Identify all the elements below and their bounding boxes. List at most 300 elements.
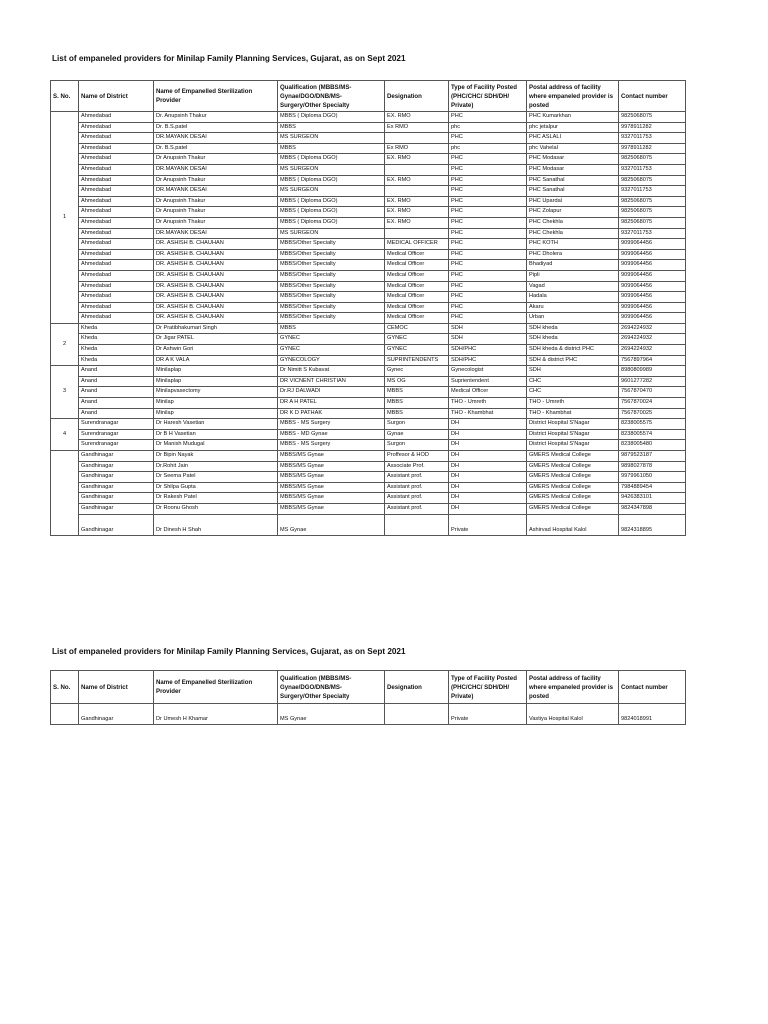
table-cell: PHC	[449, 270, 527, 281]
table-cell: 9099064456	[619, 292, 686, 303]
table-cell: MBBS ( Diploma DGO)	[278, 207, 385, 218]
table-cell: MBBS/MS Gynae	[278, 461, 385, 472]
table-row	[51, 292, 686, 303]
table-cell: Ashirvad Hospital Kalol	[527, 514, 619, 535]
table-cell: Ahmedabad	[79, 260, 154, 271]
table-cell: SUPRINTENDENTS	[385, 355, 449, 366]
table-row	[51, 440, 686, 451]
table-cell: MBBS/Other Specialty	[278, 302, 385, 313]
table-cell: Ahmedabad	[79, 313, 154, 324]
table-cell: PHC KOTH	[527, 239, 619, 250]
table-cell: Assistant prof.	[385, 503, 449, 514]
table-cell: DR A H PATEL	[278, 398, 385, 409]
table-cell: Pipli	[527, 270, 619, 281]
table-row	[51, 408, 686, 419]
table-row	[51, 175, 686, 186]
table-row	[51, 345, 686, 356]
table-cell: Dr Nimitt S Kubavat	[278, 366, 385, 377]
table-cell: 9327011753	[619, 164, 686, 175]
table-cell	[385, 133, 449, 144]
header-row	[51, 81, 686, 112]
table-cell: DH	[449, 440, 527, 451]
table-row	[51, 419, 686, 430]
table-cell: EX. RMO	[385, 154, 449, 165]
table-row	[51, 429, 686, 440]
table-cell: GMERS Medical College	[527, 472, 619, 483]
column-header: S. No.	[51, 671, 79, 704]
table-cell: Gandhinagar	[79, 451, 154, 462]
table-cell: Kheda	[79, 334, 154, 345]
table-cell: DR.MAYANK DESAI	[154, 228, 278, 239]
table-cell: PHC	[449, 196, 527, 207]
table-cell: Private	[449, 514, 527, 535]
table-cell: Anand	[79, 387, 154, 398]
table-cell: 2694224932	[619, 345, 686, 356]
table-cell: Dr Pratibhakumari Singh	[154, 323, 278, 334]
table-cell: Medical Officer	[385, 313, 449, 324]
table-cell: 9825068075	[619, 217, 686, 228]
table-row	[51, 472, 686, 483]
table-cell: MBBS/MS Gynae	[278, 503, 385, 514]
table-cell: Ahmedabad	[79, 133, 154, 144]
table-cell: Dr Seema Patel	[154, 472, 278, 483]
table-cell: 8238005574	[619, 429, 686, 440]
table-cell: EX. RMO	[385, 112, 449, 123]
table-cell: SDH kheda	[527, 323, 619, 334]
table-cell: MS SURGEON	[278, 186, 385, 197]
table-cell: Dr Anupsinh Thakur	[154, 175, 278, 186]
table-cell: Dr Shilpa Gupta	[154, 482, 278, 493]
table-row	[51, 334, 686, 345]
column-header: Qualification (MBBS/MS-Gynae/DGO/DNB/MS-Surgery/Other Specialty	[278, 671, 385, 704]
table-cell: phc Vahelal	[527, 143, 619, 154]
table-cell: Dr.RJ DALWADI	[278, 387, 385, 398]
table-cell: Gandhinagar	[79, 461, 154, 472]
table-cell: DH	[449, 472, 527, 483]
table-cell: 9825068075	[619, 154, 686, 165]
table-cell: 9099064456	[619, 270, 686, 281]
table-cell: Surgon	[385, 440, 449, 451]
table-cell: MBBS	[385, 398, 449, 409]
table-cell: 9099064456	[619, 281, 686, 292]
table-cell: PHC Upardal	[527, 196, 619, 207]
table-cell: PHC Zolapur	[527, 207, 619, 218]
table-row	[51, 122, 686, 133]
table-cell: phc jetalpur	[527, 122, 619, 133]
table-cell: Vastiya Hospital Kalol	[527, 704, 619, 725]
table-cell: DH	[449, 503, 527, 514]
table-cell: SDH/PHC	[449, 345, 527, 356]
table-cell: DR. ASHISH B. CHAUHAN	[154, 239, 278, 250]
table-cell: SDH & district PHC	[527, 355, 619, 366]
table-cell: Ahmedabad	[79, 143, 154, 154]
table-cell: 9327011753	[619, 228, 686, 239]
table-cell: 7567870025	[619, 408, 686, 419]
serial-number-cell: 1	[51, 112, 79, 324]
table-row	[51, 217, 686, 228]
table-cell: Medical Officer	[385, 260, 449, 271]
table-cell: Ahmedabad	[79, 292, 154, 303]
table-cell: DR. ASHISH B. CHAUHAN	[154, 249, 278, 260]
table-cell: THO - Umreth	[527, 398, 619, 409]
table-cell: MBBS	[385, 408, 449, 419]
table-cell: Suprientendent	[449, 376, 527, 387]
table-cell: MBBS	[278, 143, 385, 154]
table-cell: THO - Umreth	[449, 398, 527, 409]
table-cell: PHC	[449, 133, 527, 144]
table-cell: MBBS/Other Specialty	[278, 292, 385, 303]
table-cell: Minilap	[154, 398, 278, 409]
table-cell: 2694224932	[619, 334, 686, 345]
table-cell: 9327011753	[619, 133, 686, 144]
column-header: Name of Empanelled Sterilization Provider	[154, 671, 278, 704]
table-row	[51, 112, 686, 123]
table-cell: Ahmedabad	[79, 164, 154, 175]
table-cell: SDH	[449, 334, 527, 345]
table-row	[51, 493, 686, 504]
table-cell: MS SURGEON	[278, 164, 385, 175]
table-cell: 9099064456	[619, 239, 686, 250]
table-cell: MBBS ( Diploma DGO)	[278, 217, 385, 228]
table-cell: Gynae	[385, 429, 449, 440]
column-header: Name of District	[79, 81, 154, 112]
table-cell: MBBS/Other Specialty	[278, 270, 385, 281]
table-cell: GMERS Medical College	[527, 461, 619, 472]
providers-table-page2	[50, 670, 686, 725]
table-cell: Dr. Anupsinh Thakur	[154, 112, 278, 123]
table-cell: DR. ASHISH B. CHAUHAN	[154, 292, 278, 303]
table-cell: Dr. B.S.patel	[154, 122, 278, 133]
table-cell: Vagad	[527, 281, 619, 292]
table-cell: Kheda	[79, 345, 154, 356]
table-cell: Gynecologist	[449, 366, 527, 377]
table-cell: Dr Rakesh Patel	[154, 493, 278, 504]
table-cell: 9978911282	[619, 122, 686, 133]
table-cell: DR A K VALA	[154, 355, 278, 366]
table-row	[51, 302, 686, 313]
table-cell: Hadala	[527, 292, 619, 303]
table-cell: MBBS/Other Specialty	[278, 249, 385, 260]
table-cell: 7567897964	[619, 355, 686, 366]
table-cell: PHC	[449, 239, 527, 250]
table-row	[51, 355, 686, 366]
table-cell: Surendranagar	[79, 419, 154, 430]
table-cell: Private	[449, 704, 527, 725]
providers-table	[50, 80, 686, 536]
column-header: Type of Facility Posted (PHC/CHC/ SDH/DH/ Private)	[449, 81, 527, 112]
table-cell: 9099064456	[619, 249, 686, 260]
table-row	[51, 186, 686, 197]
table-cell: MBBS	[385, 387, 449, 398]
table-cell: Ahmedabad	[79, 175, 154, 186]
table-cell: PHC	[449, 207, 527, 218]
table-cell: Dr. B.S.patel	[154, 143, 278, 154]
table-cell: Ahmedabad	[79, 249, 154, 260]
column-header: Designation	[385, 81, 449, 112]
table-cell: GYNEC	[385, 345, 449, 356]
table-cell: 8238005480	[619, 440, 686, 451]
table-row	[51, 281, 686, 292]
table-cell: Ahmedabad	[79, 207, 154, 218]
table-cell: EX. RMO	[385, 196, 449, 207]
table-row	[51, 451, 686, 462]
table-cell: THO - Khambhat	[527, 408, 619, 419]
table-row	[51, 270, 686, 281]
table-row	[51, 164, 686, 175]
table-cell: Gandhinagar	[79, 503, 154, 514]
table-row	[51, 143, 686, 154]
table-row	[51, 207, 686, 218]
table-cell: GMERS Medical College	[527, 493, 619, 504]
column-header: S. No.	[51, 81, 79, 112]
table-cell: MBBS	[278, 122, 385, 133]
table-cell: PHC Chekhla	[527, 217, 619, 228]
table-cell: DH	[449, 419, 527, 430]
table-cell: MS OG	[385, 376, 449, 387]
table-row	[51, 514, 686, 535]
table-cell: Medical Officer	[449, 387, 527, 398]
table-row	[51, 196, 686, 207]
table-cell: Dr Roonu Ghosh	[154, 503, 278, 514]
table-cell: Ex RMO	[385, 122, 449, 133]
table-cell: PHC	[449, 313, 527, 324]
table-cell: 7567870024	[619, 398, 686, 409]
table-cell: 9898027878	[619, 461, 686, 472]
table-cell: 9327011753	[619, 186, 686, 197]
table-cell: DR.MAYANK DESAI	[154, 186, 278, 197]
table-cell: 2694224932	[619, 323, 686, 334]
table-cell: Medical Officer	[385, 292, 449, 303]
table-cell	[385, 704, 449, 725]
table-cell: Ahmedabad	[79, 112, 154, 123]
table-cell: MEDICAL OFFICER	[385, 239, 449, 250]
table-cell: District Hospital S'Nagar	[527, 429, 619, 440]
table-cell: EX. RMO	[385, 207, 449, 218]
table-cell: Dr Ashwin Gori	[154, 345, 278, 356]
table-cell: phc	[449, 143, 527, 154]
table-cell: SDH kheda	[527, 334, 619, 345]
table-cell: MBBS - MS Surgery	[278, 440, 385, 451]
table-cell: 9601277282	[619, 376, 686, 387]
table-cell: Dr.Rohit Jain	[154, 461, 278, 472]
table-cell: Gynec	[385, 366, 449, 377]
table-cell: Dr Haresh Vasetian	[154, 419, 278, 430]
table-cell: GMERS Medical College	[527, 482, 619, 493]
table-cell: MBBS/MS Gynae	[278, 451, 385, 462]
table-cell: Surendranagar	[79, 429, 154, 440]
table-cell: PHC	[449, 217, 527, 228]
table-cell: GMERS Medical College	[527, 503, 619, 514]
table-cell: MBBS/Other Specialty	[278, 313, 385, 324]
column-header: Name of District	[79, 671, 154, 704]
table-row	[51, 482, 686, 493]
table-cell: DR K D PATHAK	[278, 408, 385, 419]
table-cell: CHC	[527, 387, 619, 398]
table-cell: Anand	[79, 366, 154, 377]
table-cell	[385, 514, 449, 535]
table-cell: MBBS - MD Gynae	[278, 429, 385, 440]
table-cell: 9825068075	[619, 175, 686, 186]
header-row	[51, 671, 686, 704]
table-cell: Minilaplap	[154, 366, 278, 377]
table-cell: PHC	[449, 302, 527, 313]
table-cell: 9979961050	[619, 472, 686, 483]
table-cell: Kheda	[79, 355, 154, 366]
table-cell: Medical Officer	[385, 270, 449, 281]
table-row	[51, 704, 686, 725]
table-cell: PHC Dholera	[527, 249, 619, 260]
table-row	[51, 249, 686, 260]
table-row	[51, 398, 686, 409]
table-cell: Ahmedabad	[79, 122, 154, 133]
table-cell: Dr Anupsinh Thakur	[154, 196, 278, 207]
table-cell: 8238005575	[619, 419, 686, 430]
table-cell: PHC Sanathal	[527, 175, 619, 186]
column-header: Designation	[385, 671, 449, 704]
table-cell: PHC	[449, 281, 527, 292]
table-cell: Gandhinagar	[79, 514, 154, 535]
table-cell	[385, 186, 449, 197]
table-cell: Ahmedabad	[79, 302, 154, 313]
table-cell: Dr Dinesh H Shah	[154, 514, 278, 535]
table-cell: Proffesor & HOD	[385, 451, 449, 462]
table-cell: SDH/PHC	[449, 355, 527, 366]
table-cell: MS Gynae	[278, 514, 385, 535]
table-cell: 7984889454	[619, 482, 686, 493]
table-cell: phc	[449, 122, 527, 133]
document-title: List of empaneled providers for Minilap Family Planning Services, Gujarat, as on Sept 2021	[52, 54, 406, 63]
table-cell: 9825068075	[619, 196, 686, 207]
table-cell: Gandhinagar	[79, 704, 154, 725]
table-row	[51, 228, 686, 239]
table-cell: SDH kheda & district PHC	[527, 345, 619, 356]
table-cell: 9825068075	[619, 207, 686, 218]
table-cell: PHC	[449, 154, 527, 165]
table-cell: Medical Officer	[385, 281, 449, 292]
column-header: Name of Empanelled Sterilization Provider	[154, 81, 278, 112]
serial-number-cell: 4	[51, 419, 79, 451]
table-cell: PHC Kumarkhan	[527, 112, 619, 123]
table-cell: Bhadiyad	[527, 260, 619, 271]
column-header: Type of Facility Posted (PHC/CHC/ SDH/DH/ Private)	[449, 671, 527, 704]
table-cell: Anand	[79, 376, 154, 387]
table-cell: MBBS ( Diploma DGO)	[278, 175, 385, 186]
table-cell: Surendranagar	[79, 440, 154, 451]
table-cell: MBBS/Other Specialty	[278, 239, 385, 250]
table-cell: Gandhinagar	[79, 482, 154, 493]
table-cell: DR. ASHISH B. CHAUHAN	[154, 270, 278, 281]
table-cell: Ahmedabad	[79, 196, 154, 207]
table-cell: DH	[449, 482, 527, 493]
table-cell: DR. ASHISH B. CHAUHAN	[154, 281, 278, 292]
table-cell: PHC Modasar	[527, 164, 619, 175]
table-cell: DR.MAYANK DESAI	[154, 133, 278, 144]
table-cell: Dr Jigar PATEL	[154, 334, 278, 345]
table-cell: MBBS ( Diploma DGO)	[278, 154, 385, 165]
table-cell: MBBS/Other Specialty	[278, 260, 385, 271]
table-row	[51, 323, 686, 334]
table-cell: Associate Prof.	[385, 461, 449, 472]
column-header: Qualification (MBBS/MS-Gynae/DGO/DNB/MS-Surgery/Other Specialty	[278, 81, 385, 112]
table-cell: Gandhinagar	[79, 493, 154, 504]
table-cell	[385, 164, 449, 175]
table-cell: 9879523187	[619, 451, 686, 462]
table-cell: Minilapvasectomy	[154, 387, 278, 398]
table-cell: 9824347898	[619, 503, 686, 514]
table-cell: Ahmedabad	[79, 154, 154, 165]
table-cell: 9825068075	[619, 112, 686, 123]
table-cell: DH	[449, 461, 527, 472]
table-cell: Dr Anupsinh Thakur	[154, 154, 278, 165]
table-cell: MBBS/Other Specialty	[278, 281, 385, 292]
table-row	[51, 503, 686, 514]
table-cell: Gandhinagar	[79, 472, 154, 483]
table-cell: PHC	[449, 292, 527, 303]
column-header: Contact number	[619, 81, 686, 112]
serial-number-cell	[51, 451, 79, 536]
table-cell: Ahmedabad	[79, 186, 154, 197]
table-cell: District Hospital S'Nagar	[527, 419, 619, 430]
table-cell: PHC	[449, 186, 527, 197]
table-cell: Ahmedabad	[79, 239, 154, 250]
table-row	[51, 376, 686, 387]
document-title-page2: List of empaneled providers for Minilap Family Planning Services, Gujarat, as on Sept 2021	[52, 647, 406, 656]
table-cell: EX. RMO	[385, 175, 449, 186]
table-row	[51, 313, 686, 324]
table-row	[51, 387, 686, 398]
table-cell: 8980809989	[619, 366, 686, 377]
table-cell: 7567870470	[619, 387, 686, 398]
table-row	[51, 133, 686, 144]
table-cell: PHC ASLALI	[527, 133, 619, 144]
column-header: Postal address of facility where empaneled provider is posted	[527, 81, 619, 112]
table-cell: Urban	[527, 313, 619, 324]
table-cell: Minilaplap	[154, 376, 278, 387]
table-cell: Anand	[79, 398, 154, 409]
table-cell: DR. ASHISH B. CHAUHAN	[154, 302, 278, 313]
table-cell: PHC	[449, 112, 527, 123]
table-cell: MBBS ( Diploma DGO)	[278, 112, 385, 123]
table-cell: SDH	[527, 366, 619, 377]
table-cell: PHC	[449, 175, 527, 186]
table-cell: GYNEC	[385, 334, 449, 345]
serial-number-cell: 3	[51, 366, 79, 419]
table-cell: District Hospital S'Nagar	[527, 440, 619, 451]
table-cell: MS SURGEON	[278, 133, 385, 144]
column-header: Contact number	[619, 671, 686, 704]
table-cell: DR.MAYANK DESAI	[154, 164, 278, 175]
table-cell: DR. ASHISH B. CHAUHAN	[154, 260, 278, 271]
table-cell: PHC Sanathal	[527, 186, 619, 197]
table-cell: DH	[449, 451, 527, 462]
table-cell: 9426383101	[619, 493, 686, 504]
table-cell: MBBS/MS Gynae	[278, 472, 385, 483]
table-cell: THO - Khambhat	[449, 408, 527, 419]
table-cell: MBBS/MS Gynae	[278, 482, 385, 493]
serial-number-cell: 2	[51, 323, 79, 365]
column-header: Postal address of facility where empaneled provider is posted	[527, 671, 619, 704]
table-cell: SDH	[449, 323, 527, 334]
table-cell: EX. RMO	[385, 217, 449, 228]
table-cell: Minilap	[154, 408, 278, 419]
table-cell: MBBS	[278, 323, 385, 334]
table-cell: 9824318895	[619, 514, 686, 535]
table-cell: Medical Officer	[385, 249, 449, 260]
table-cell: PHC Modasar	[527, 154, 619, 165]
table-cell: PHC	[449, 164, 527, 175]
table-cell: DH	[449, 429, 527, 440]
table-cell: PHC Chekhla	[527, 228, 619, 239]
